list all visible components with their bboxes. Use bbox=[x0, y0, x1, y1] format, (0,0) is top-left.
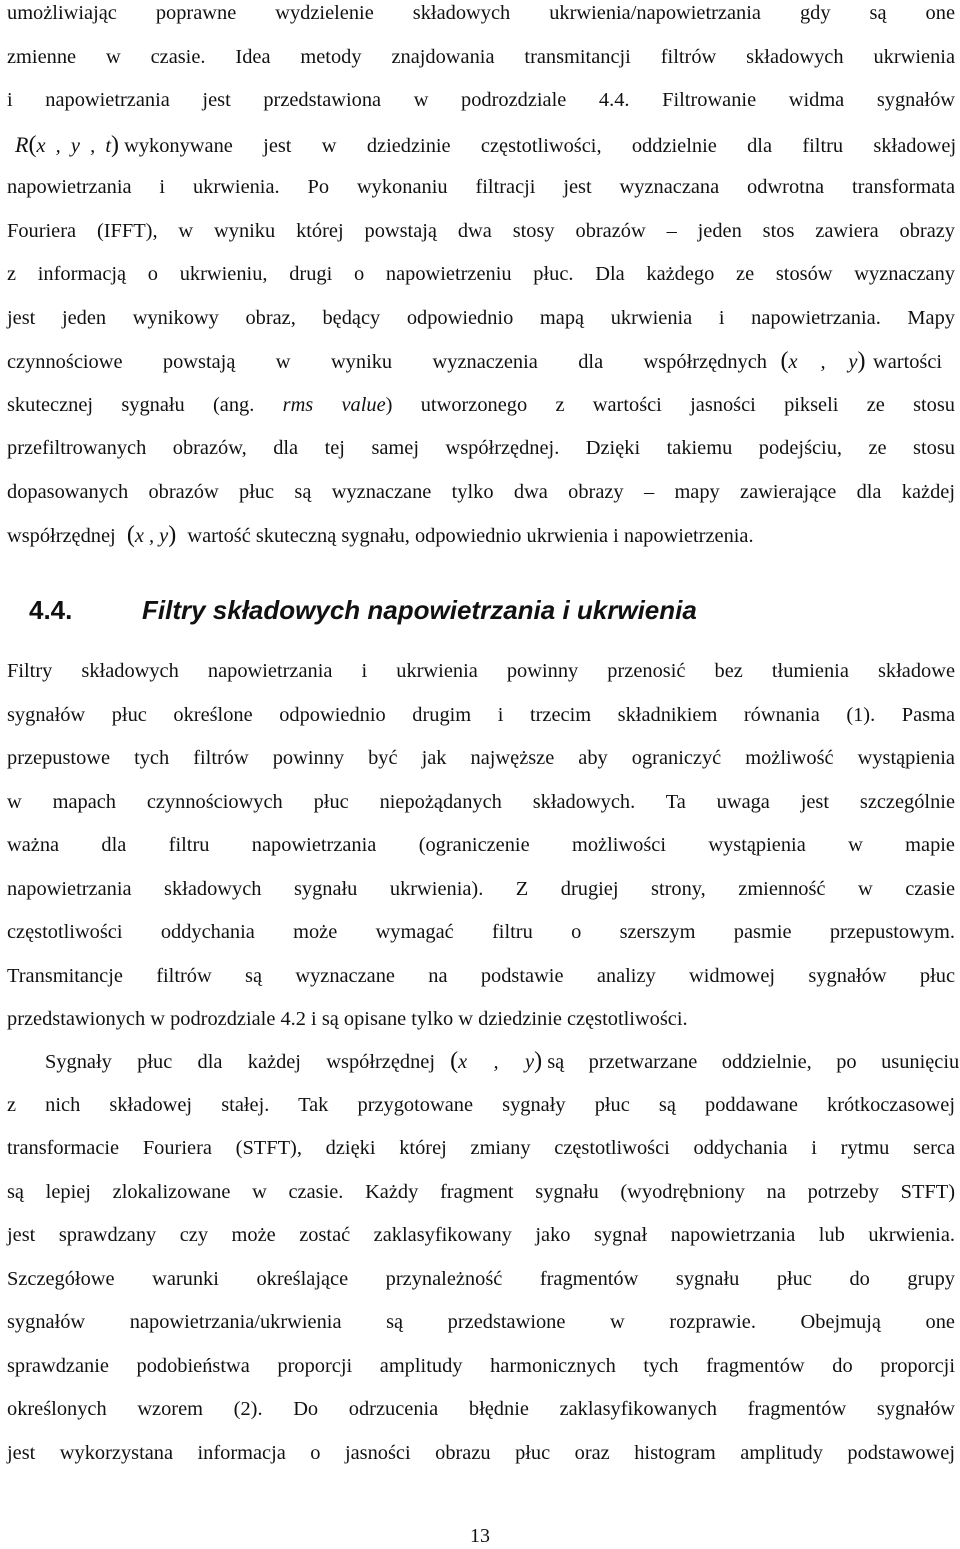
text-line: dopasowanych obrazów płuc są wyznaczane tylko dwa obrazy – mapy zawierające dla każdej bbox=[7, 480, 955, 503]
text-line: Szczegółowe warunki określające przynależność fragmentów sygnału płuc do grupy bbox=[7, 1267, 955, 1290]
text-line: sprawdzanie podobieństwa proporcji amplitudy harmonicznych tych fragmentów do proporcji bbox=[7, 1354, 955, 1377]
text-line: sygnałów płuc określone odpowiednio drugim i trzecim składnikiem równania (1). Pasma bbox=[7, 703, 955, 726]
text-line: przepustowe tych filtrów powinny być jak najwęższe aby ograniczyć możliwość wystąpienia bbox=[7, 747, 955, 769]
text-line: Filtry składowych napowietrzania i ukrwienia powinny przenosić bez tłumienia składowe bbox=[7, 660, 955, 682]
text-line-with-formula: czynnościowe powstają w wyniku wyznaczenia dla współrzędnych (x , y) wartości bbox=[7, 340, 955, 384]
text-line: Transmitancje filtrów są wyznaczane na podstawie analizy widmowej sygnałów płuc bbox=[7, 964, 955, 987]
formula-xy: (x , y) bbox=[780, 348, 866, 374]
text-line: ważna dla filtru napowietrzania (ograniczenie możliwości wystąpienia w mapie bbox=[7, 834, 955, 856]
text-line-with-italic: skutecznej sygnału (ang. rms value) utworzonego z wartości jasności pikseli ze stosu bbox=[7, 393, 956, 416]
section-heading bbox=[7, 590, 955, 630]
text-line: napowietrzania i ukrwienia. Po wykonaniu filtracji jest wyznaczana odwrotna transformata bbox=[7, 176, 955, 198]
text-line: przefiltrowanych obrazów, dla tej samej współrzędnej. Dzięki takiemu podejściu, ze stosu bbox=[7, 437, 955, 459]
text-line: Fouriera (IFFT), w wyniku której powstają dwa stosy obrazów – jeden stos zawiera obrazy bbox=[7, 219, 955, 242]
text-line: jest wykorzystana informacja o jasności obrazu płuc oraz histogram amplitudy podstawowej bbox=[7, 1441, 955, 1464]
text-line-with-formula: Sygnały płuc dla każdej współrzędnej (x , y) są przetwarzane oddzielnie, po usunięciu bbox=[7, 1040, 955, 1084]
section-number: 4.4. bbox=[29, 595, 73, 625]
formula-r: R(x , y , t) bbox=[15, 131, 119, 158]
text-line: w mapach czynnościowych płuc niepożądanych składowych. Ta uwaga jest szczególnie bbox=[7, 790, 955, 813]
page-number: 13 bbox=[470, 1525, 490, 1547]
paragraph-filters bbox=[7, 650, 955, 1042]
text-line: transformacie Fouriera (STFT), dzięki której zmiany częstotliwości oddychania i rytmu serca bbox=[7, 1137, 955, 1159]
text-line: przedstawionych w podrozdziale 4.2 i są opisane tylko w dziedzinie częstotliwości. bbox=[7, 1008, 688, 1030]
italic-term: rms value bbox=[282, 393, 386, 416]
text-line: sygnałów napowietrzania/ukrwienia są przedstawione w rozprawie. Obejmują one bbox=[7, 1311, 955, 1333]
text-line: zmienne w czasie. Idea metody znajdowania transmitancji filtrów składowych ukrwienia bbox=[7, 45, 955, 68]
text-line: są lepiej zlokalizowane w czasie. Każdy fragment sygnału (wyodrębniony na potrzeby STFT) bbox=[7, 1180, 955, 1203]
text-line: częstotliwości oddychania może wymagać filtru o szerszym pasmie przepustowym. bbox=[7, 921, 955, 943]
paragraph-signals bbox=[7, 1040, 960, 1475]
text-line: jest jeden wynikowy obraz, będący odpowiednio mapą ukrwienia i napowietrzania. Mapy bbox=[7, 306, 955, 329]
section-title: Filtry składowych napowietrzania i ukrwienia bbox=[142, 595, 697, 625]
text-line: z nich składowej stałej. Tak przygotowane sygnały płuc są poddawane krótkoczasowej bbox=[7, 1093, 955, 1116]
formula-xy: (x , y) bbox=[450, 1048, 543, 1074]
text-line: określonych wzorem (2). Do odrzucenia błędnie zaklasyfikowanych fragmentów sygnałów bbox=[7, 1398, 955, 1420]
paragraph-intro bbox=[7, 0, 955, 558]
text-line: z informacją o ukrwieniu, drugi o napowietrzeniu płuc. Dla każdego ze stosów wyznaczany bbox=[7, 263, 955, 285]
text-line: jest sprawdzany czy może zostać zaklasyfikowany jako sygnał napowietrzania lub ukrwienia. bbox=[7, 1224, 955, 1246]
formula-xy: (x , y) bbox=[126, 522, 177, 548]
text-line: i napowietrzania jest przedstawiona w podrozdziale 4.4. Filtrowanie widma sygnałów bbox=[7, 89, 955, 111]
text-line-with-formula: R(x , y , t) wykonywane jest w dziedzinie częstotliwości, oddzielnie dla filtru składowej bbox=[7, 123, 955, 167]
text-line: napowietrzania składowych sygnału ukrwienia). Z drugiej strony, zmienność w czasie bbox=[7, 877, 955, 900]
text-line-with-formula: współrzędnej (x , y) wartość skuteczną sygnału, odpowiednio ukrwienia i napowietrzenia. bbox=[7, 522, 754, 548]
text-line: umożliwiając poprawne wydzielenie składowych ukrwienia/napowietrzania gdy są one bbox=[7, 2, 955, 24]
